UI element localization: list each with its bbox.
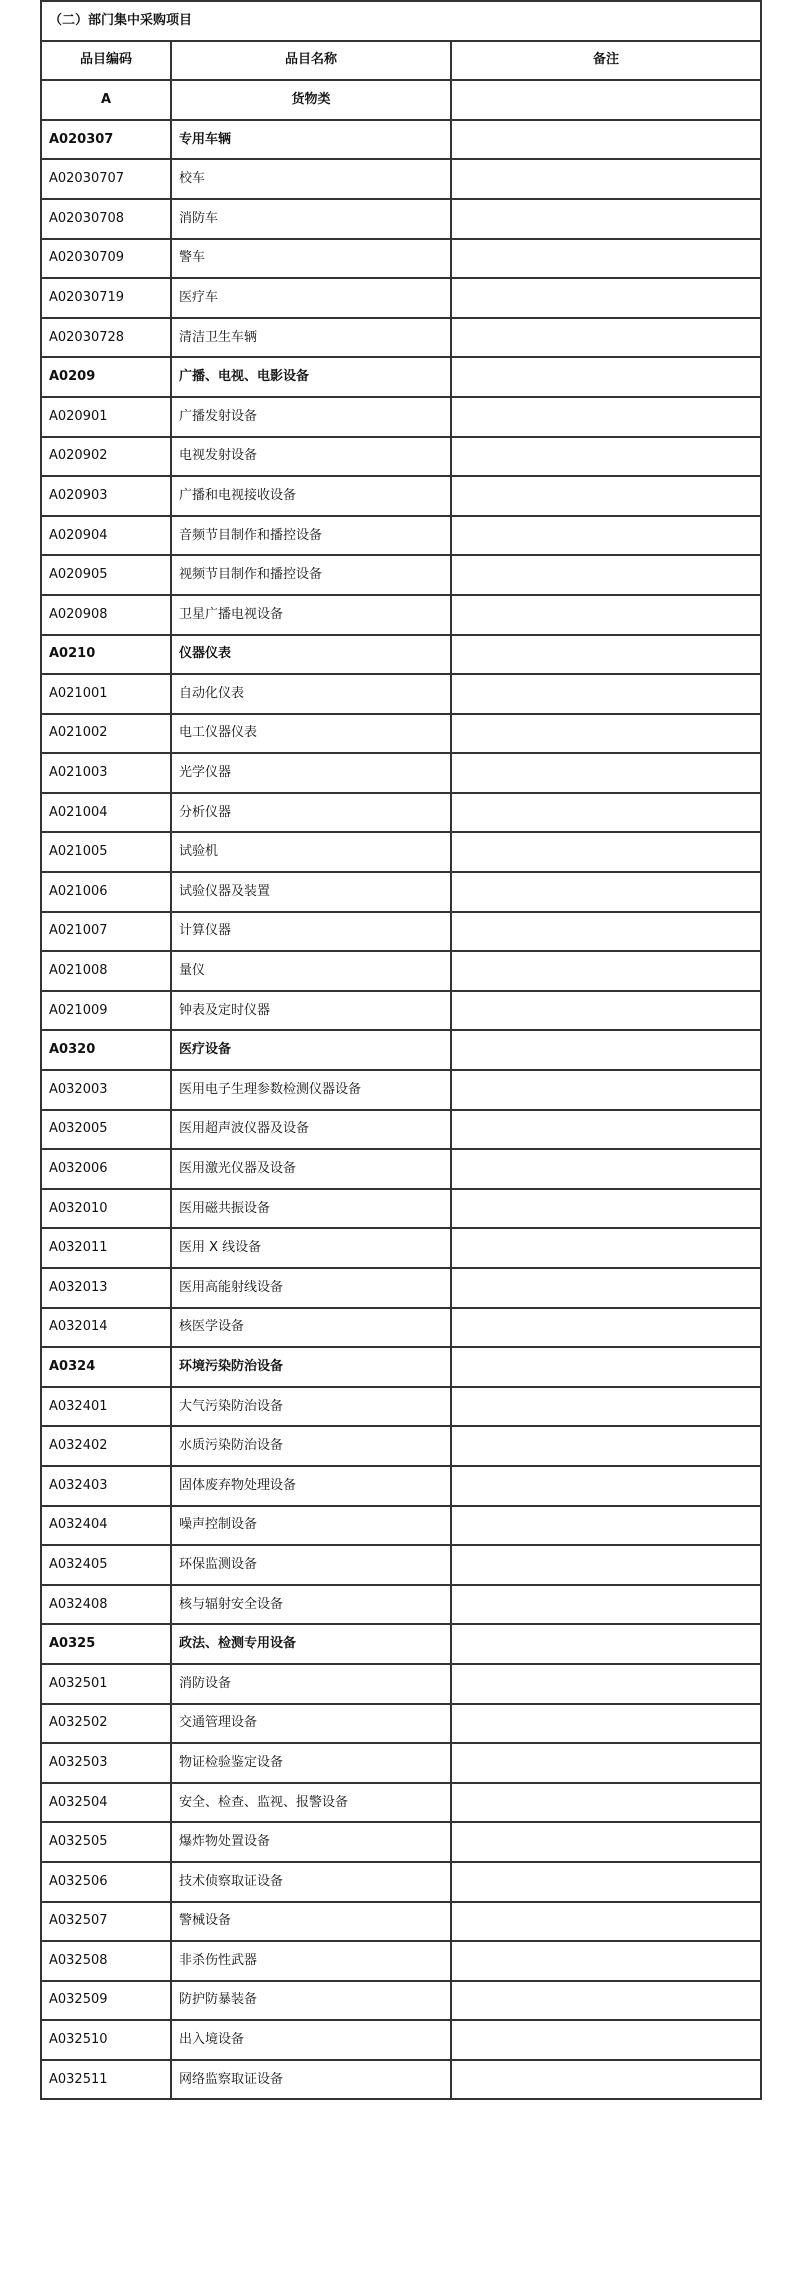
table-row	[41, 2020, 761, 2060]
table-row	[41, 1308, 761, 1348]
item-note-cell	[451, 1308, 761, 1348]
item-note-cell	[451, 1545, 761, 1585]
item-code-cell: A032510	[41, 2020, 171, 2060]
table-row	[41, 1426, 761, 1466]
table-row	[41, 2060, 761, 2100]
table-row	[41, 991, 761, 1031]
table-row	[41, 318, 761, 358]
item-note-cell	[451, 1387, 761, 1427]
table-row	[41, 832, 761, 872]
item-note-cell	[451, 239, 761, 279]
item-name-cell: 仪器仪表	[171, 635, 451, 675]
item-code-cell: A0209	[41, 357, 171, 397]
item-note-cell	[451, 2020, 761, 2060]
table-row	[41, 1189, 761, 1229]
item-code-cell: A02030709	[41, 239, 171, 279]
item-note-cell	[451, 318, 761, 358]
table-row	[41, 1387, 761, 1427]
item-note-cell	[451, 1030, 761, 1070]
table-row	[41, 278, 761, 318]
item-note-cell	[451, 1466, 761, 1506]
table-row	[41, 1149, 761, 1189]
item-note-cell	[451, 714, 761, 754]
item-note-cell	[451, 1704, 761, 1744]
item-name-cell: 清洁卫生车辆	[171, 318, 451, 358]
item-note-cell	[451, 516, 761, 556]
item-code-cell: A020902	[41, 437, 171, 477]
item-code-cell: A032003	[41, 1070, 171, 1110]
item-name-cell: 广播发射设备	[171, 397, 451, 437]
table-row	[41, 239, 761, 279]
item-name-cell: 医用激光仪器及设备	[171, 1149, 451, 1189]
table-row	[41, 159, 761, 199]
item-note-cell	[451, 80, 761, 120]
item-name-cell: 防护防暴装备	[171, 1981, 451, 2021]
item-code-cell: A02030707	[41, 159, 171, 199]
table-row	[41, 397, 761, 437]
item-name-cell: 广播和电视接收设备	[171, 476, 451, 516]
item-note-cell	[451, 1941, 761, 1981]
table-row	[41, 1466, 761, 1506]
item-name-cell: 物证检验鉴定设备	[171, 1743, 451, 1783]
item-name-cell: 技术侦察取证设备	[171, 1862, 451, 1902]
table-row	[41, 1545, 761, 1585]
item-code-cell: A032507	[41, 1902, 171, 1942]
item-code-cell: A021003	[41, 753, 171, 793]
item-note-cell	[451, 635, 761, 675]
category-row	[41, 1347, 761, 1387]
item-name-cell: 自动化仪表	[171, 674, 451, 714]
item-code-cell: A02030728	[41, 318, 171, 358]
item-name-cell: 量仪	[171, 951, 451, 991]
item-note-cell	[451, 1189, 761, 1229]
table-row	[41, 555, 761, 595]
item-code-cell: A021007	[41, 912, 171, 952]
header-row	[41, 41, 761, 81]
item-code-cell: A020901	[41, 397, 171, 437]
header-note: 备注	[451, 41, 761, 81]
item-code-cell: A021002	[41, 714, 171, 754]
item-code-cell: A032509	[41, 1981, 171, 2021]
item-code-cell: A032502	[41, 1704, 171, 1744]
item-note-cell	[451, 120, 761, 160]
item-note-cell	[451, 1585, 761, 1625]
item-code-cell: A021006	[41, 872, 171, 912]
item-name-cell: 固体废弃物处理设备	[171, 1466, 451, 1506]
item-name-cell: 医疗设备	[171, 1030, 451, 1070]
category-row	[41, 635, 761, 675]
item-code-cell: A032408	[41, 1585, 171, 1625]
item-code-cell: A032013	[41, 1268, 171, 1308]
table-row	[41, 1862, 761, 1902]
table-row	[41, 951, 761, 991]
table-row	[41, 872, 761, 912]
item-code-cell: A032404	[41, 1506, 171, 1546]
item-name-cell: 钟表及定时仪器	[171, 991, 451, 1031]
header-code: 品目编码	[41, 41, 171, 81]
category-row	[41, 357, 761, 397]
item-code-cell: A021008	[41, 951, 171, 991]
table-row	[41, 199, 761, 239]
item-code-cell: A020905	[41, 555, 171, 595]
item-note-cell	[451, 1743, 761, 1783]
item-code-cell: A032505	[41, 1822, 171, 1862]
item-name-cell: 警车	[171, 239, 451, 279]
table-row	[41, 476, 761, 516]
item-note-cell	[451, 951, 761, 991]
item-note-cell	[451, 397, 761, 437]
section-title-row	[41, 1, 761, 41]
item-code-cell: A032501	[41, 1664, 171, 1704]
item-name-cell: 医疗车	[171, 278, 451, 318]
item-note-cell	[451, 1268, 761, 1308]
table-row	[41, 1783, 761, 1823]
item-note-cell	[451, 832, 761, 872]
item-code-cell: A032506	[41, 1862, 171, 1902]
item-name-cell: 校车	[171, 159, 451, 199]
item-code-cell: A021004	[41, 793, 171, 833]
item-code-cell: A032011	[41, 1228, 171, 1268]
item-note-cell	[451, 753, 761, 793]
item-name-cell: 卫星广播电视设备	[171, 595, 451, 635]
item-name-cell: 环境污染防治设备	[171, 1347, 451, 1387]
table-row	[41, 1110, 761, 1150]
item-name-cell: 医用 X 线设备	[171, 1228, 451, 1268]
item-code-cell: A032405	[41, 1545, 171, 1585]
item-note-cell	[451, 1664, 761, 1704]
item-name-cell: 货物类	[171, 80, 451, 120]
item-code-cell: A032503	[41, 1743, 171, 1783]
item-note-cell	[451, 278, 761, 318]
item-name-cell: 出入境设备	[171, 2020, 451, 2060]
item-code-cell: A0320	[41, 1030, 171, 1070]
item-code-cell: A032005	[41, 1110, 171, 1150]
table-row	[41, 1070, 761, 1110]
item-note-cell	[451, 1783, 761, 1823]
item-code-cell: A021001	[41, 674, 171, 714]
item-code-cell: A032504	[41, 1783, 171, 1823]
item-note-cell	[451, 476, 761, 516]
item-code-cell: A032401	[41, 1387, 171, 1427]
table-row	[41, 1941, 761, 1981]
item-note-cell	[451, 1862, 761, 1902]
item-name-cell: 电工仪器仪表	[171, 714, 451, 754]
table-row	[41, 674, 761, 714]
item-code-cell: A021005	[41, 832, 171, 872]
table-row	[41, 714, 761, 754]
item-note-cell	[451, 1347, 761, 1387]
table-row	[41, 1902, 761, 1942]
item-note-cell	[451, 1822, 761, 1862]
category-row	[41, 120, 761, 160]
item-name-cell: 环保监测设备	[171, 1545, 451, 1585]
item-note-cell	[451, 1110, 761, 1150]
item-code-cell: A021009	[41, 991, 171, 1031]
item-note-cell	[451, 595, 761, 635]
item-name-cell: 电视发射设备	[171, 437, 451, 477]
item-note-cell	[451, 357, 761, 397]
table-row	[41, 595, 761, 635]
item-name-cell: 视频节目制作和播控设备	[171, 555, 451, 595]
item-name-cell: 试验机	[171, 832, 451, 872]
item-name-cell: 噪声控制设备	[171, 1506, 451, 1546]
item-code-cell: A020908	[41, 595, 171, 635]
item-name-cell: 大气污染防治设备	[171, 1387, 451, 1427]
item-note-cell	[451, 793, 761, 833]
item-name-cell: 音频节目制作和播控设备	[171, 516, 451, 556]
item-note-cell	[451, 872, 761, 912]
table-row	[41, 1664, 761, 1704]
item-name-cell: 分析仪器	[171, 793, 451, 833]
table-row	[41, 437, 761, 477]
item-code-cell: A032402	[41, 1426, 171, 1466]
item-code-cell: A020903	[41, 476, 171, 516]
item-note-cell	[451, 991, 761, 1031]
item-code-cell: A0324	[41, 1347, 171, 1387]
item-code-cell: A020307	[41, 120, 171, 160]
table-row	[41, 793, 761, 833]
table-row	[41, 1585, 761, 1625]
table-row	[41, 516, 761, 556]
item-note-cell	[451, 1981, 761, 2021]
item-note-cell	[451, 1426, 761, 1466]
item-name-cell: 爆炸物处置设备	[171, 1822, 451, 1862]
item-name-cell: 交通管理设备	[171, 1704, 451, 1744]
item-code-cell: A0325	[41, 1624, 171, 1664]
item-code-cell: A020904	[41, 516, 171, 556]
item-name-cell: 医用磁共振设备	[171, 1189, 451, 1229]
item-name-cell: 医用电子生理参数检测仪器设备	[171, 1070, 451, 1110]
table-row	[41, 1506, 761, 1546]
item-name-cell: 警械设备	[171, 1902, 451, 1942]
item-note-cell	[451, 555, 761, 595]
item-name-cell: 核与辐射安全设备	[171, 1585, 451, 1625]
item-note-cell	[451, 2060, 761, 2100]
table-row	[41, 1822, 761, 1862]
table-row	[41, 1268, 761, 1308]
item-note-cell	[451, 1228, 761, 1268]
item-code-cell: A0210	[41, 635, 171, 675]
item-name-cell: 计算仪器	[171, 912, 451, 952]
item-name-cell: 消防设备	[171, 1664, 451, 1704]
item-note-cell	[451, 1506, 761, 1546]
table-row	[41, 1981, 761, 2021]
item-name-cell: 消防车	[171, 199, 451, 239]
item-code-cell: A032511	[41, 2060, 171, 2100]
item-name-cell: 医用超声波仪器及设备	[171, 1110, 451, 1150]
item-name-cell: 专用车辆	[171, 120, 451, 160]
item-code-cell: A	[41, 80, 171, 120]
category-row	[41, 1030, 761, 1070]
item-note-cell	[451, 1624, 761, 1664]
table-row	[41, 1704, 761, 1744]
item-name-cell: 医用高能射线设备	[171, 1268, 451, 1308]
item-name-cell: 非杀伤性武器	[171, 1941, 451, 1981]
table-row	[41, 1743, 761, 1783]
item-name-cell: 政法、检测专用设备	[171, 1624, 451, 1664]
item-note-cell	[451, 1149, 761, 1189]
item-code-cell: A032508	[41, 1941, 171, 1981]
item-name-cell: 光学仪器	[171, 753, 451, 793]
item-code-cell: A02030719	[41, 278, 171, 318]
item-note-cell	[451, 437, 761, 477]
item-code-cell: A032006	[41, 1149, 171, 1189]
group-row	[41, 80, 761, 120]
item-name-cell: 试验仪器及装置	[171, 872, 451, 912]
item-note-cell	[451, 674, 761, 714]
item-name-cell: 广播、电视、电影设备	[171, 357, 451, 397]
item-code-cell: A032014	[41, 1308, 171, 1348]
section-title: （二）部门集中采购项目	[41, 1, 761, 41]
item-code-cell: A02030708	[41, 199, 171, 239]
item-name-cell: 核医学设备	[171, 1308, 451, 1348]
table-row	[41, 1228, 761, 1268]
category-row	[41, 1624, 761, 1664]
item-name-cell: 网络监察取证设备	[171, 2060, 451, 2100]
table-row	[41, 753, 761, 793]
item-code-cell: A032403	[41, 1466, 171, 1506]
item-code-cell: A032010	[41, 1189, 171, 1229]
item-name-cell: 安全、检查、监视、报警设备	[171, 1783, 451, 1823]
procurement-table	[40, 0, 762, 2100]
table-row	[41, 912, 761, 952]
item-note-cell	[451, 159, 761, 199]
item-note-cell	[451, 199, 761, 239]
item-name-cell: 水质污染防治设备	[171, 1426, 451, 1466]
header-name: 品目名称	[171, 41, 451, 81]
item-note-cell	[451, 1902, 761, 1942]
item-note-cell	[451, 1070, 761, 1110]
item-note-cell	[451, 912, 761, 952]
